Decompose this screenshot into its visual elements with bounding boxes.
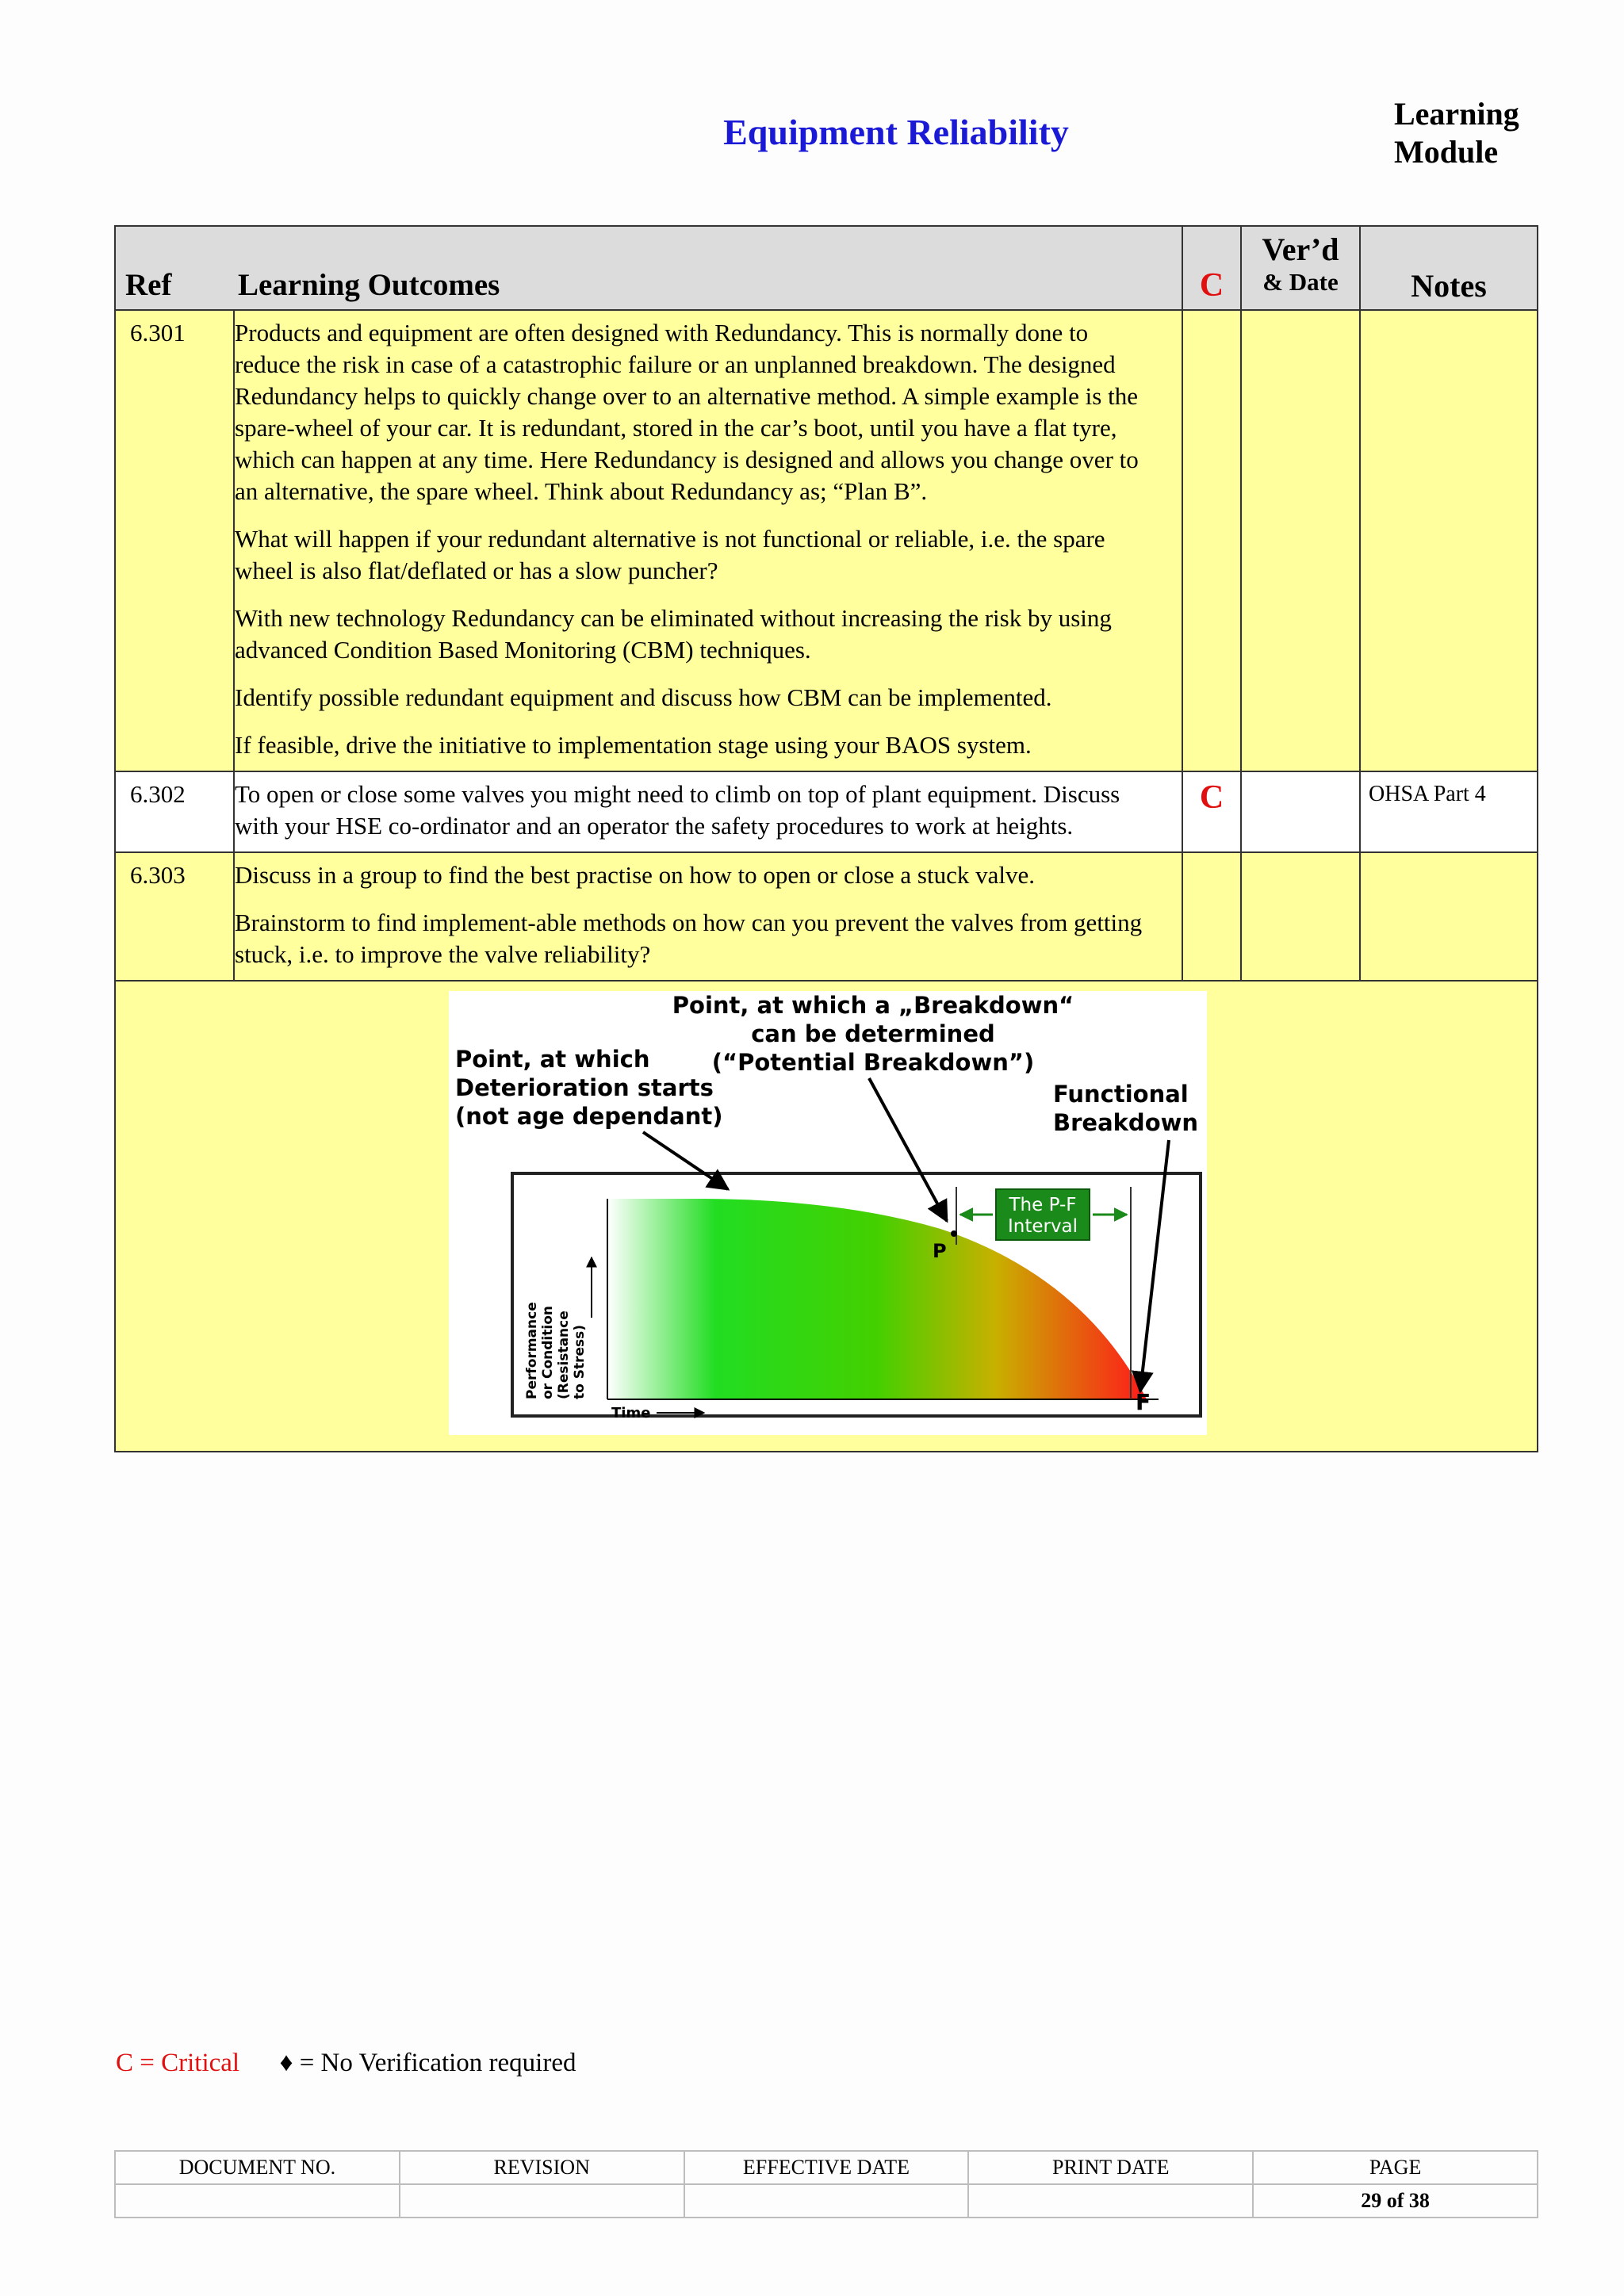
row-verified[interactable] xyxy=(1241,771,1360,852)
table-row xyxy=(115,771,1538,852)
row-notes: OHSA Part 4 xyxy=(1360,771,1538,852)
table-header-row xyxy=(115,226,1538,310)
footer-document-no-value xyxy=(115,2184,400,2218)
pf-curve-diagram xyxy=(449,991,1207,1435)
pf-interval-line2: Interval xyxy=(1007,1216,1078,1237)
footer-labels-row xyxy=(115,2151,1538,2184)
footer-page: PAGE xyxy=(1253,2151,1538,2184)
table-row xyxy=(115,310,1538,771)
module-label-line1: Learning xyxy=(1394,96,1519,132)
footer-document-no: DOCUMENT NO. xyxy=(115,2151,400,2184)
header-date: & Date xyxy=(1262,268,1339,296)
outcome-paragraph: Discuss in a group to find the best practise on how to open or close a stuck valve. xyxy=(235,861,1035,889)
label-breakdown-line2: can be determined xyxy=(751,1020,995,1047)
row-critical xyxy=(1182,852,1241,981)
row-notes xyxy=(1360,310,1538,771)
y-axis-label-line3: (Resistance xyxy=(556,1311,572,1399)
label-deterioration-line2: Deterioration starts xyxy=(455,1074,714,1101)
row-ref: 6.303 xyxy=(115,852,234,981)
footer-values-row xyxy=(115,2184,1538,2218)
row-ref: 6.301 xyxy=(115,310,234,771)
outcome-paragraph: Identify possible redundant equipment and discuss how CBM can be implemented. xyxy=(235,683,1052,711)
footer-effective-date: EFFECTIVE DATE xyxy=(684,2151,969,2184)
document-footer xyxy=(114,2150,1538,2218)
outcome-paragraph: Brainstorm to find implement-able methods on how can you prevent the valves from getting stuck, i.e. to improve the valve reliability? xyxy=(235,909,1143,968)
point-f-label: F xyxy=(1136,1389,1151,1415)
outcome-paragraph: If feasible, drive the initiative to implementation stage using your BAOS system. xyxy=(235,731,1032,759)
header-ref-outcomes xyxy=(115,226,1182,310)
diamond-icon: ♦ xyxy=(279,2049,293,2077)
point-p-label: P xyxy=(933,1240,947,1262)
footer-revision-value xyxy=(400,2184,684,2218)
header-verd: Ver’d xyxy=(1262,232,1339,267)
y-axis-label-line4: to Stress) xyxy=(572,1324,588,1399)
footer-print-date-value xyxy=(968,2184,1253,2218)
legend-no-verification: = No Verification required xyxy=(299,2049,576,2077)
row-notes xyxy=(1360,852,1538,981)
table-row xyxy=(115,852,1538,981)
page-title: Equipment Reliability xyxy=(723,112,1069,152)
point-p-marker xyxy=(951,1230,957,1237)
label-functional-line1: Functional xyxy=(1053,1081,1189,1108)
figure-row xyxy=(115,981,1538,1452)
row-verified[interactable] xyxy=(1241,310,1360,771)
footer-page-value: 29 of 38 xyxy=(1253,2184,1538,2218)
row-critical xyxy=(1182,310,1241,771)
label-functional-line2: Breakdown xyxy=(1053,1109,1199,1136)
label-breakdown-line3: (“Potential Breakdown”) xyxy=(711,1049,1035,1076)
y-axis-label-line1: Performance xyxy=(524,1302,540,1399)
row-outcome xyxy=(234,771,1182,852)
header-critical: C xyxy=(1182,226,1241,310)
legend-critical: C = Critical xyxy=(116,2049,240,2077)
row-verified[interactable] xyxy=(1241,852,1360,981)
footer-revision: REVISION xyxy=(400,2151,684,2184)
y-axis-label-line2: or Condition xyxy=(540,1306,556,1399)
header-verified-date xyxy=(1241,226,1360,310)
outcome-paragraph: With new technology Redundancy can be eliminated without increasing the risk by using advanced Condition Based Monitoring (CBM) techniques. xyxy=(235,604,1112,664)
row-outcome xyxy=(234,852,1182,981)
header-notes: Notes xyxy=(1360,226,1538,310)
row-critical: C xyxy=(1182,771,1241,852)
row-outcome xyxy=(234,310,1182,771)
figure-cell xyxy=(115,981,1538,1452)
module-label xyxy=(1394,95,1519,171)
module-label-line2: Module xyxy=(1394,134,1499,170)
pf-interval-line1: The P-F xyxy=(1009,1195,1077,1215)
label-breakdown-line1: Point, at which a „Breakdown“ xyxy=(672,992,1074,1019)
label-deterioration-line1: Point, at which xyxy=(455,1046,650,1073)
outcome-paragraph: What will happen if your redundant alternative is not functional or reliable, i.e. the spare wheel is also flat/deflated or has a slow puncher? xyxy=(235,525,1105,584)
learning-outcomes-table xyxy=(114,225,1538,1452)
header-learning-outcomes: Learning Outcomes xyxy=(237,268,500,302)
footer-effective-date-value xyxy=(684,2184,969,2218)
label-deterioration-line3: (not age dependant) xyxy=(455,1103,723,1130)
x-axis-label: Time xyxy=(611,1405,651,1422)
row-ref: 6.302 xyxy=(115,771,234,852)
footer-print-date: PRINT DATE xyxy=(968,2151,1253,2184)
outcome-paragraph: Products and equipment are often designed with Redundancy. This is normally done to reduce the risk in case of a catastrophic failure or an unplanned breakdown. The designed Redundancy helps to quickly change over to an alternative method. A simple example is the spare-wheel of your car. It is redundant, stored in the car’s boot, until you have a flat tyre, which can happen at any time. Here Redundancy is designed and allows you change over to an alternative, the spare wheel. Think about Redundancy as; “Plan B”. xyxy=(235,319,1139,505)
outcome-paragraph: To open or close some valves you might need to climb on top of plant equipment. Discuss with your HSE co-ordinator and an operator the safety procedures to work at heights. xyxy=(235,780,1120,840)
header-ref: Ref xyxy=(125,268,172,302)
legend xyxy=(116,2049,576,2078)
